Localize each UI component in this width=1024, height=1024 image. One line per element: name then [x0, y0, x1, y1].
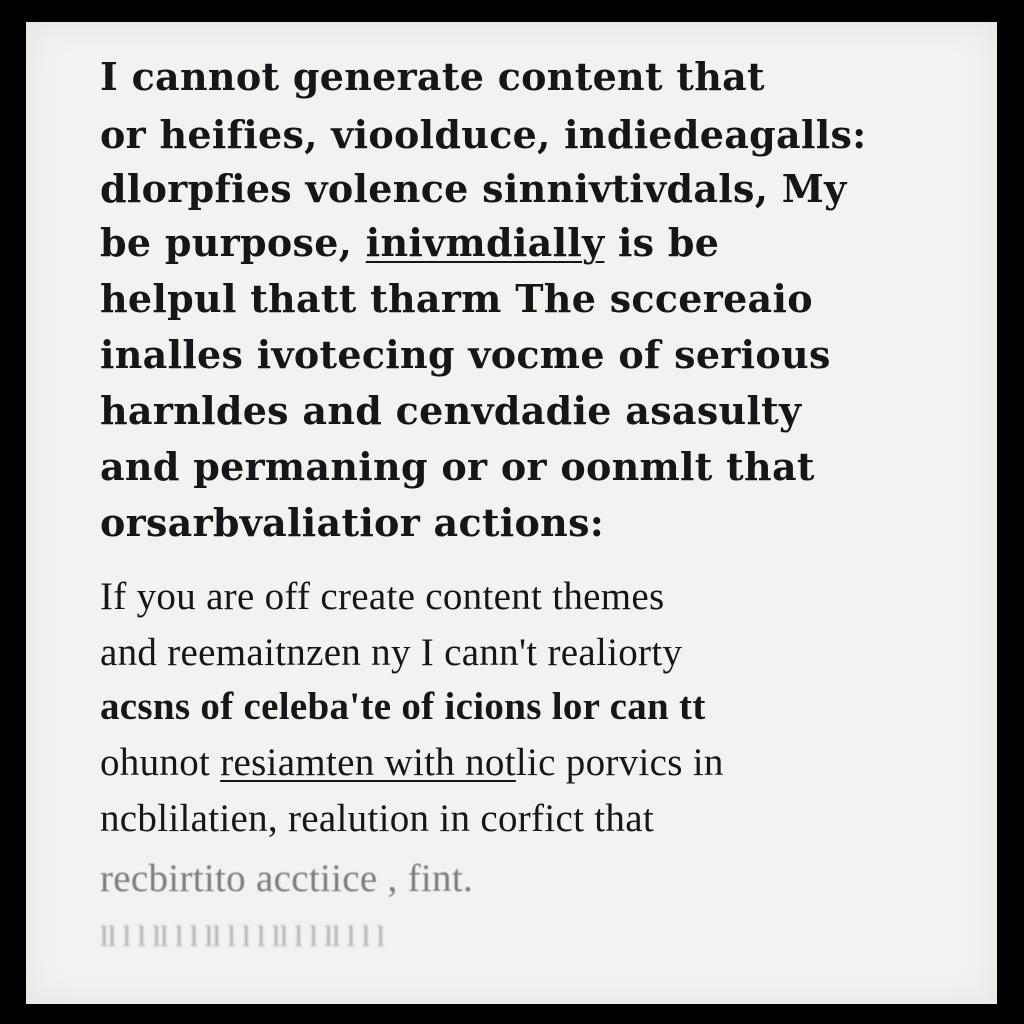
document-page [26, 22, 997, 1004]
text-line: or heifies, vioolduce, indiedeagalls: [100, 112, 867, 157]
text-line [100, 740, 724, 786]
text-line: helpul thatt tharm The sccereaio [100, 276, 813, 321]
text-line: harnldes and cenvdadie asasulty [100, 388, 802, 433]
text-line: ncblilatien, realution in corfict that [100, 797, 654, 840]
text-segment: lic porvics in [515, 741, 724, 784]
text-line [100, 220, 719, 266]
illegible-text-line: ll l l ll l l ll l l l ll l l ll l l l [100, 920, 385, 953]
text-segment: ohunot [100, 741, 221, 784]
text-line: If you are off create content themes [100, 575, 665, 618]
text-line: and permaning or or oonmlt that [100, 444, 815, 489]
text-segment: be purpose, [100, 220, 366, 265]
underlined-word: inivmdially [365, 220, 605, 265]
faded-text-line: recbirtito acctiice , fint. [100, 857, 474, 900]
text-segment: is be [604, 220, 720, 265]
text-line: dlorpfies volence sinnivtivdals, My [100, 166, 847, 211]
underlined-phrase: resiamten with not [220, 741, 516, 784]
text-line: acsns of celeba'te of icions lor can tt [100, 685, 706, 728]
text-line: and reemaitnzen ny I cann't realiorty [100, 631, 683, 674]
text-line: inalles ivotecing vocme of serious [100, 332, 831, 377]
text-line: orsarbvaliatior actions: [100, 500, 605, 545]
text-line: I cannot generate content that [100, 54, 765, 99]
